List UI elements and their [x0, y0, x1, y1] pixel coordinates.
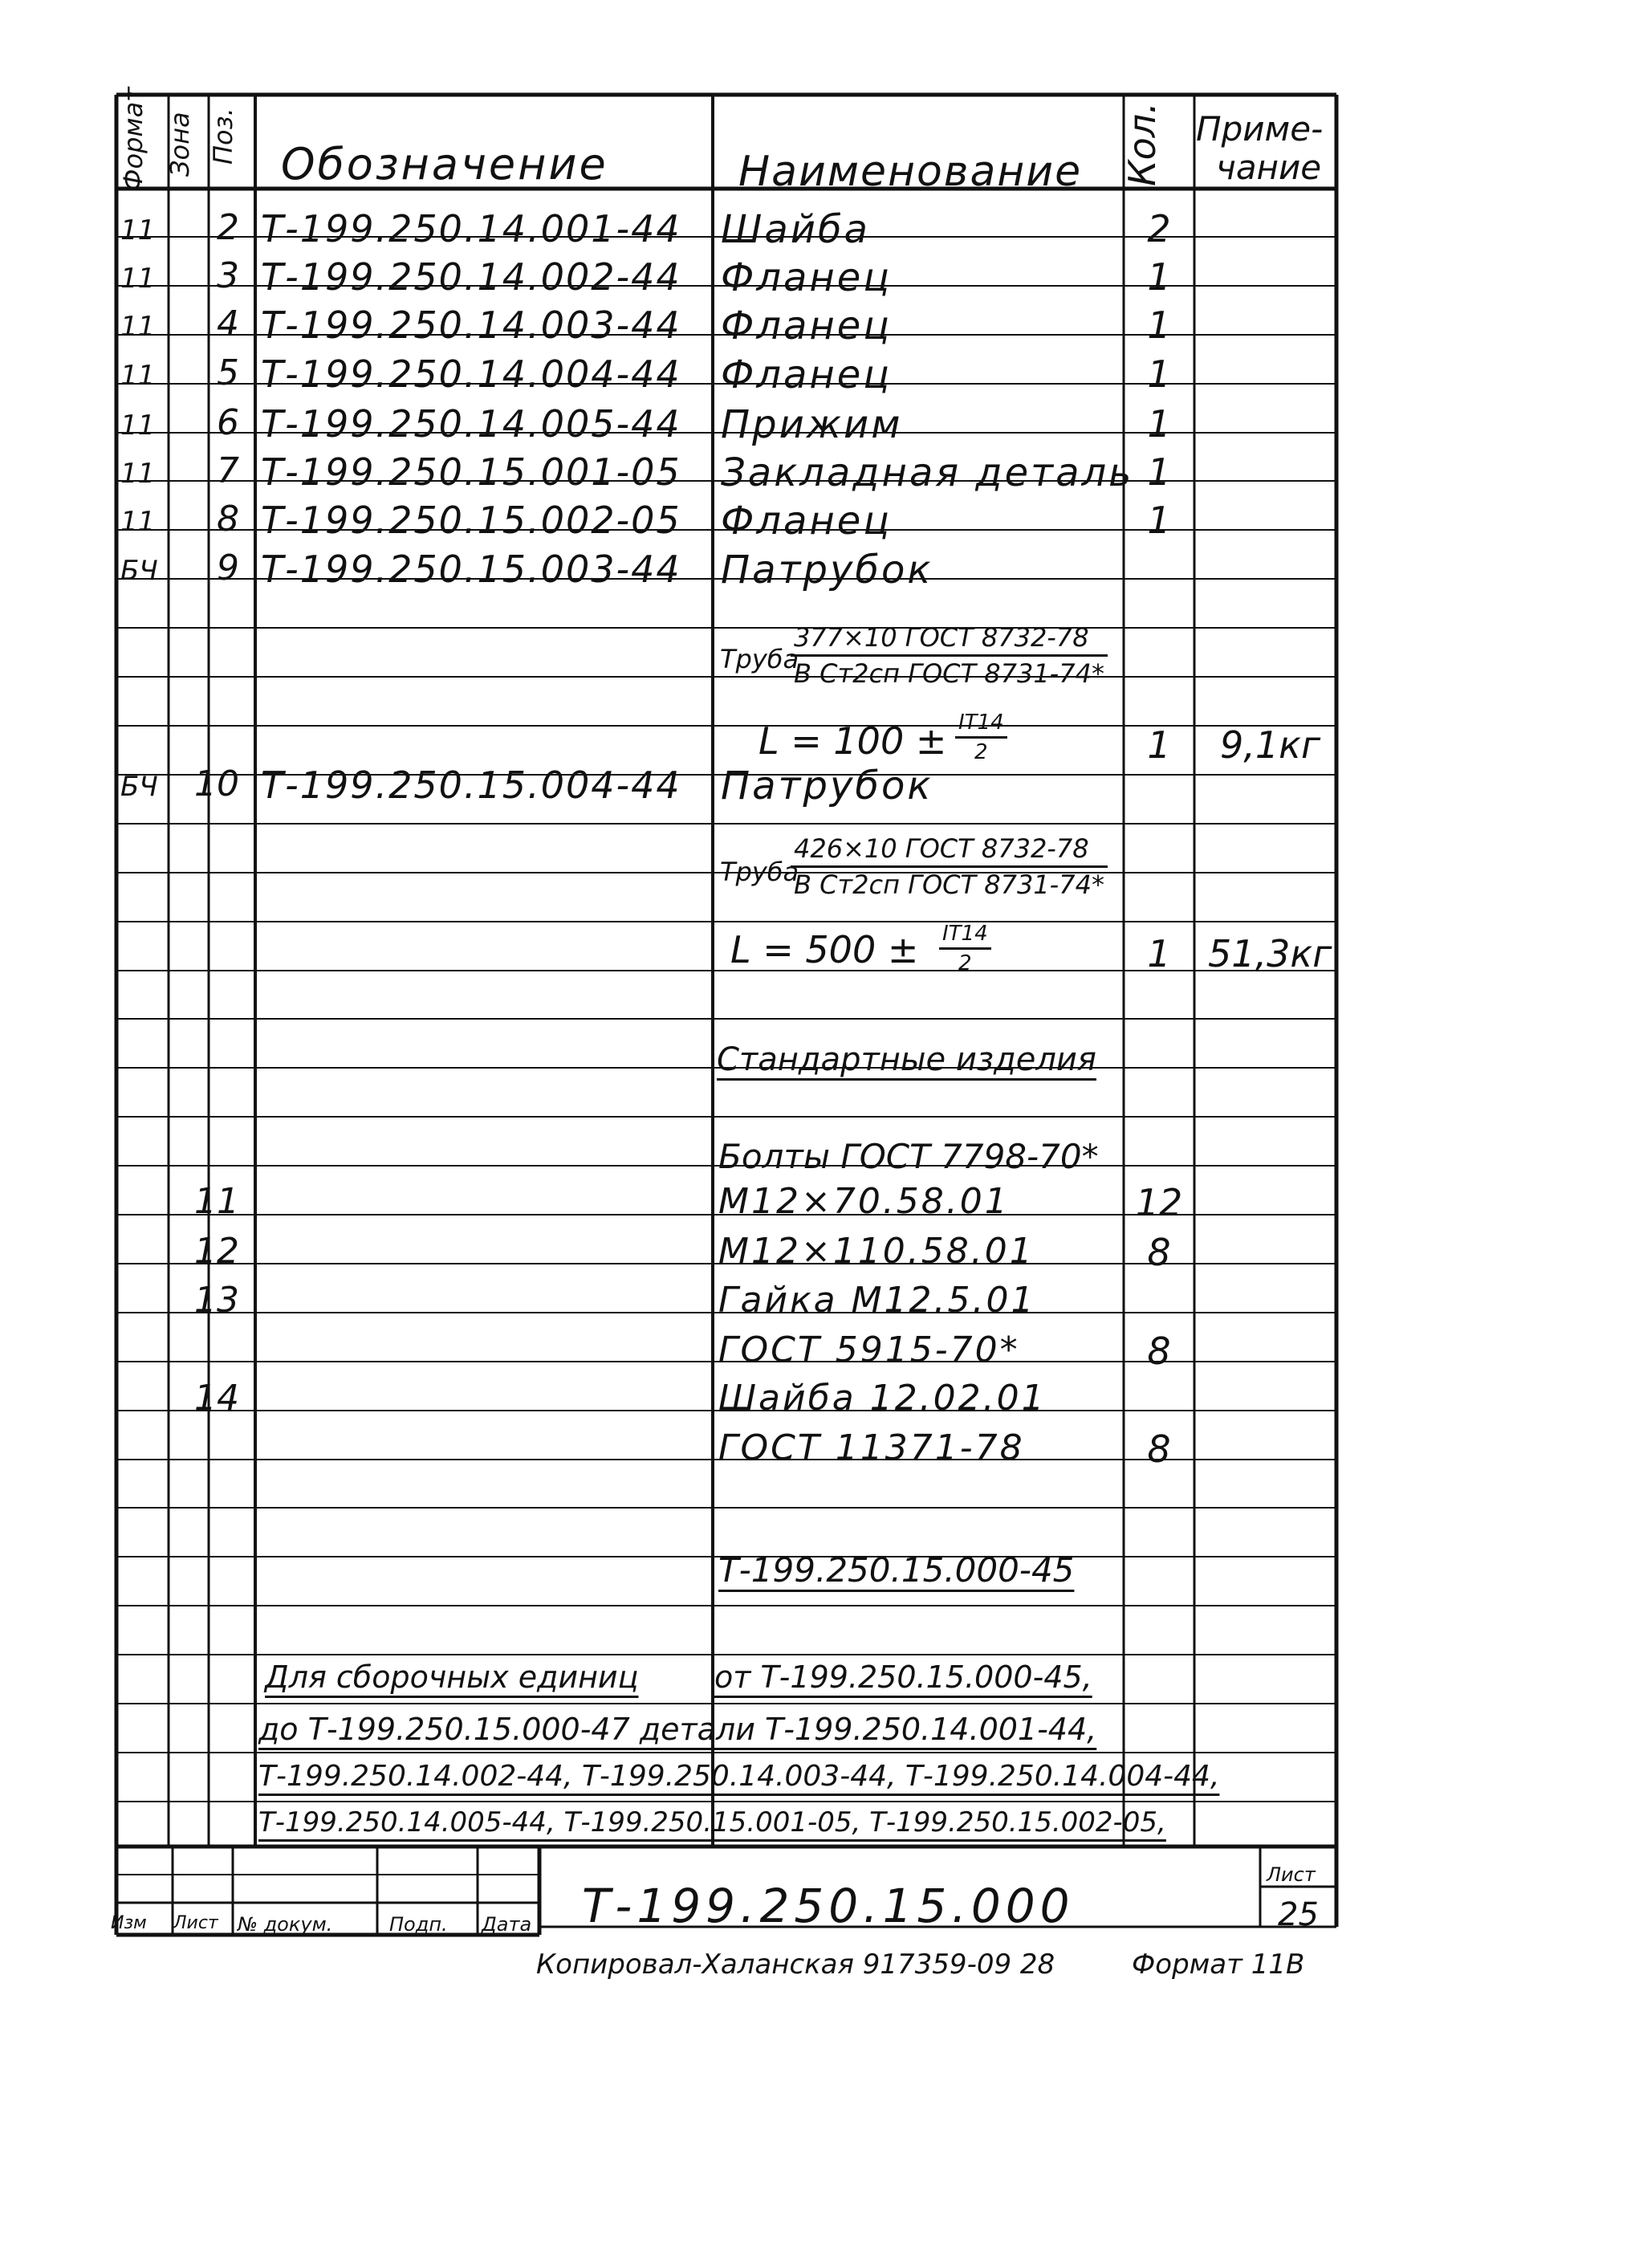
row-name: Фланец [721, 255, 892, 300]
pipe1-num: 377×10 ГОСТ 8732-78 [791, 622, 1108, 657]
row-format: 11 [120, 458, 156, 490]
pipe2-tol-num: IT14 [939, 922, 991, 950]
standard-name: Гайка М12.5.01 [718, 1280, 1036, 1321]
pipe1-den: В Ст2сп ГОСТ 8731-74* [794, 658, 1104, 689]
standard-name: М12×110.58.01 [718, 1231, 1035, 1272]
row-designation: Т-199.250.14.002-44 [261, 255, 681, 299]
row-qty: 1 [1147, 303, 1171, 347]
pipe2-tol [939, 922, 991, 975]
row-format: 11 [120, 311, 156, 343]
standard-name: ГОСТ 11371-78 [718, 1427, 1025, 1468]
standard-pos: 14 [194, 1378, 239, 1419]
row-format: БЧ [120, 771, 158, 803]
row-pos: 9 [217, 548, 239, 588]
copied-by: Копировал-Халанская 917359-09 28 [536, 1948, 1055, 1981]
row-qty: 1 [1147, 255, 1171, 299]
standard-qty: 8 [1147, 1329, 1171, 1373]
row-qty: 1 [1147, 450, 1171, 494]
pipe1-note: 9,1кг [1220, 723, 1321, 767]
row-qty: 1 [1147, 499, 1171, 542]
pipe1-qty: 1 [1147, 723, 1171, 767]
row-pos: 6 [217, 402, 239, 443]
sheet-format: Формат 11В [1132, 1948, 1305, 1981]
titleblock-designation: Т-199.250.15.000 [582, 1879, 1075, 1933]
row-designation: Т-199.250.14.005-44 [261, 402, 681, 446]
standard-pos: 11 [194, 1181, 239, 1222]
row-name: Патрубок [721, 548, 933, 592]
titleblock-col-date: Дата [482, 1913, 532, 1936]
footnote-line1b: от Т-199.250.15.000-45, [714, 1659, 1092, 1695]
row-pos: 8 [217, 499, 239, 540]
standard-bolts: Болты ГОСТ 7798-70* [718, 1137, 1099, 1176]
standard-pos: 13 [194, 1280, 239, 1321]
row-pos: 2 [217, 207, 239, 248]
titleblock-col-izm: Изм [111, 1913, 147, 1933]
pipe2-length: L = 500 ± [730, 928, 919, 971]
titleblock-col-doc: № докум. [238, 1913, 333, 1936]
footnote-line1a: Для сборочных единиц [265, 1659, 639, 1695]
row-pos: 3 [217, 255, 239, 296]
header-designation: Обозначение [281, 139, 608, 189]
row-name: Шайба [721, 207, 870, 252]
titleblock-col-list: Лист [173, 1913, 218, 1933]
pipe2-den: В Ст2сп ГОСТ 8731-74* [794, 869, 1104, 900]
row-name: Фланец [721, 352, 892, 397]
row-format: 11 [120, 506, 156, 538]
row-designation: Т-199.250.15.002-05 [261, 499, 681, 542]
row-qty: 1 [1147, 352, 1171, 396]
pipe1-tol-den: 2 [974, 740, 988, 764]
row-format: 11 [120, 214, 156, 246]
row-format: 11 [120, 263, 156, 295]
standard-name: М12×70.58.01 [718, 1181, 1010, 1222]
pipe1-length: L = 100 ± [758, 719, 947, 763]
row-format: БЧ [120, 555, 158, 587]
pipe1-tol [955, 711, 1007, 764]
header-zone: Зона [165, 112, 195, 177]
pipe1-prefix: Труба [720, 644, 799, 674]
row-name: Фланец [721, 499, 892, 544]
pipe2-prefix: Труба [720, 857, 799, 887]
footnote-line2: до Т-199.250.15.000-47 детали Т-199.250.14.001-44, [258, 1712, 1097, 1747]
titleblock-col-sign: Подп. [389, 1913, 448, 1936]
header-note-1: Приме- [1196, 109, 1324, 149]
row-name: Закладная деталь [721, 450, 1134, 495]
standard-name: Шайба 12.02.01 [718, 1378, 1047, 1419]
standard-heading: Стандартные изделия [717, 1041, 1096, 1078]
header-name: Наименование [738, 148, 1083, 196]
row-format: 11 [120, 360, 156, 392]
header-qty: Кол. [1120, 102, 1164, 186]
row-designation: Т-199.250.14.004-44 [261, 352, 681, 396]
standard-qty: 8 [1147, 1427, 1171, 1471]
pipe2-note: 51,3кг [1208, 932, 1332, 975]
row-name: Прижим [721, 402, 903, 447]
row-format: 11 [120, 409, 156, 442]
standard-qty: 12 [1135, 1181, 1183, 1224]
row-pos: 5 [217, 352, 239, 393]
header-note-2: чание [1216, 148, 1322, 187]
row-designation: Т-199.250.15.004-44 [261, 763, 681, 807]
footnote-line4: Т-199.250.14.005-44, Т-199.250.15.001-05, Т-199.250.15.002-05, [258, 1806, 1166, 1838]
row-designation: Т-199.250.15.001-05 [261, 450, 681, 494]
row-designation: Т-199.250.14.003-44 [261, 303, 681, 347]
standard-name: ГОСТ 5915-70* [718, 1329, 1020, 1370]
footnote-line3: Т-199.250.14.002-44, Т-199.250.14.003-44, Т-199.250.14.004-44, [258, 1760, 1220, 1793]
row-pos: 7 [217, 450, 239, 491]
row-designation: Т-199.250.14.001-44 [261, 207, 681, 250]
pipe2-num: 426×10 ГОСТ 8732-78 [791, 833, 1108, 868]
standard-qty: 8 [1147, 1231, 1171, 1274]
pipe2-fraction [791, 833, 1108, 900]
pipe1-fraction [791, 622, 1108, 689]
row-name: Фланец [721, 303, 892, 348]
titleblock-sheet-label: Лист [1267, 1863, 1316, 1886]
titleblock-sheet-no: 25 [1278, 1896, 1319, 1933]
pipe2-qty: 1 [1147, 932, 1171, 975]
pipe2-tol-den: 2 [958, 951, 972, 975]
pipe1-tol-num: IT14 [955, 711, 1007, 739]
row-pos: 10 [194, 763, 239, 804]
row-name: Патрубок [721, 763, 933, 808]
header-pos: Поз. [208, 108, 238, 165]
row-qty: 1 [1147, 402, 1171, 446]
header-format: Формат [118, 87, 148, 191]
row-designation: Т-199.250.15.003-44 [261, 548, 681, 591]
standard-variant: Т-199.250.15.000-45 [718, 1550, 1075, 1590]
row-qty: 2 [1147, 207, 1171, 250]
standard-pos: 12 [194, 1231, 239, 1272]
row-pos: 4 [217, 303, 239, 344]
